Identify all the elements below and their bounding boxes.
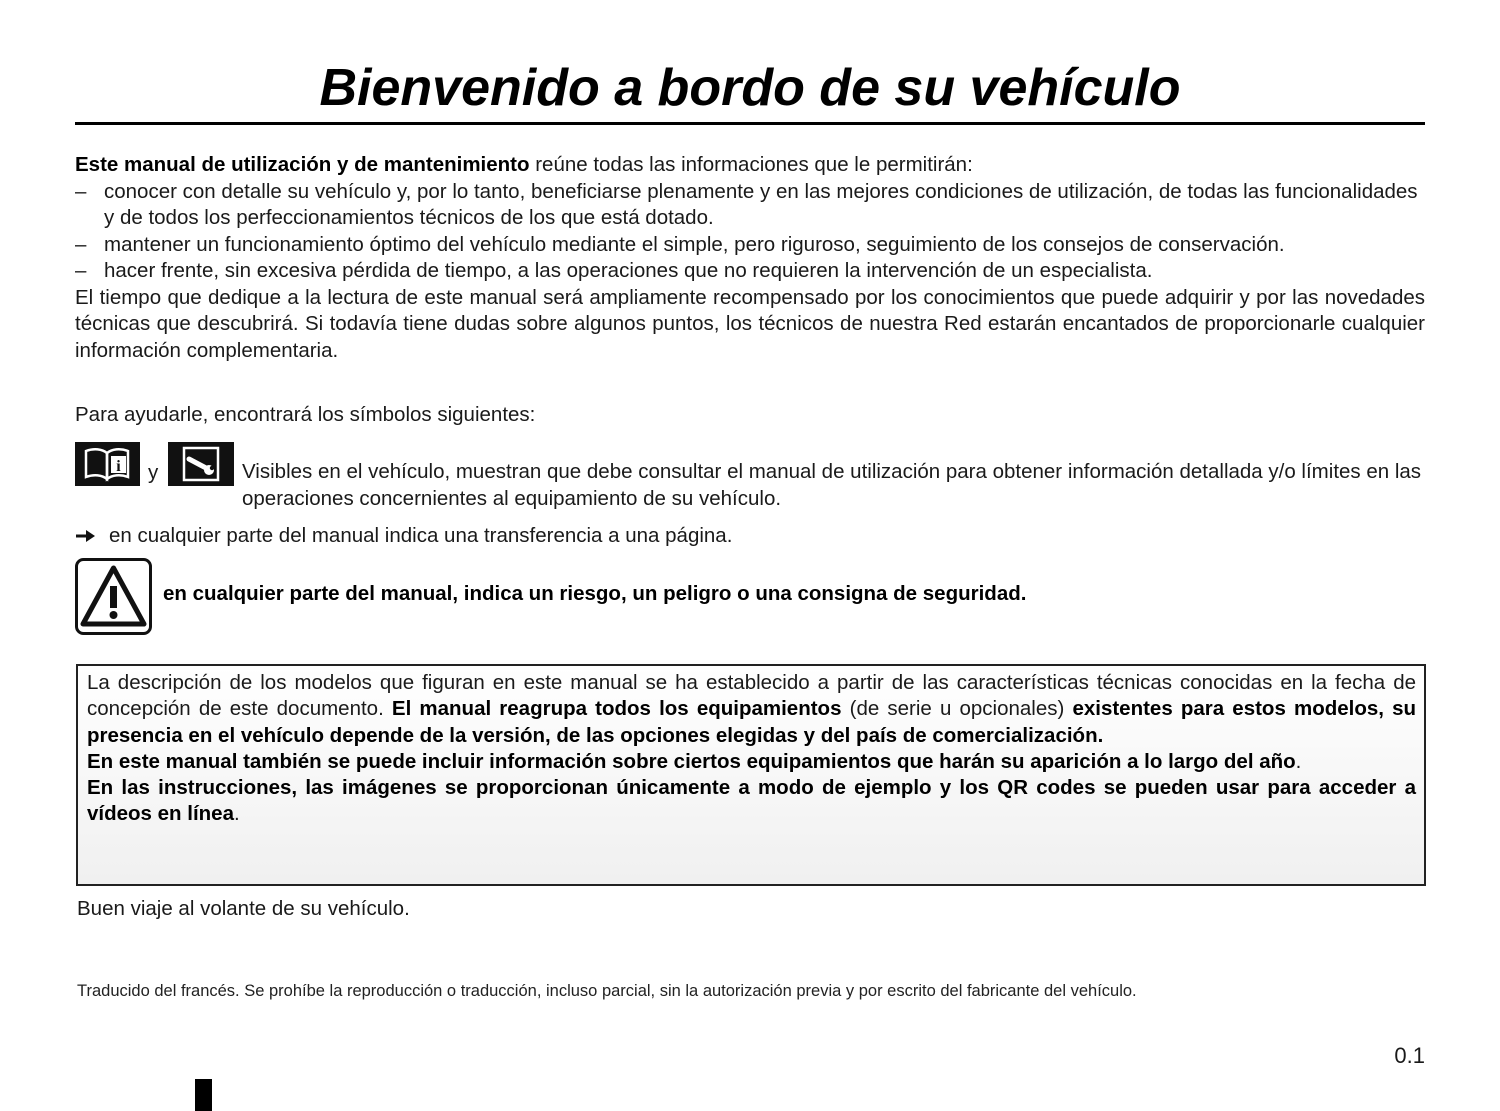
list-item-text: mantener un funcionamiento óptimo del vehículo mediante el simple, pero riguroso, seguimiento de los consejos de conservación.	[104, 232, 1285, 256]
svg-text:i: i	[116, 458, 121, 475]
safety-warning-text: en cualquier parte del manual, indica un riesgo, un peligro o una consigna de seguridad.	[163, 582, 1027, 605]
translation-footnote: Traducido del francés. Se prohíbe la reproducción o traducción, incluso parcial, sin la autorización previa y por escrito del fabricante del vehículo.	[77, 982, 1137, 1000]
notice-bold: El manual reagrupa todos los equipamientos	[391, 697, 842, 721]
intro-section	[75, 152, 1425, 364]
notice-paragraph-3	[87, 775, 1416, 828]
page-edge-tab	[195, 1079, 212, 1111]
book-info-icon	[75, 442, 140, 486]
list-item	[75, 179, 1425, 232]
list-item-text: conocer con detalle su vehículo y, por lo tanto, beneficiarse plenamente y en las mejores condiciones de utilización, de todas las funcionalidades y de todos los perfeccionamientos técnicos de los que está dotado.	[104, 179, 1418, 229]
page-reference-row	[75, 523, 732, 551]
notice-text: (de serie u opcionales)	[841, 697, 1073, 721]
bullet-dash: –	[75, 179, 87, 203]
title-divider	[75, 122, 1425, 125]
symbol-conjunction: y	[148, 461, 159, 484]
manual-symbols-text: Visibles en el vehículo, muestran que debe consultar el manual de utilización para obtener información detallada y/o límites en las operaciones concernientes al equipamiento de su vehículo.	[242, 460, 1422, 510]
symbols-heading: Para ayudarle, encontrará los símbolos siguientes:	[75, 403, 536, 426]
models-notice-box	[76, 664, 1426, 886]
notice-bold: En las instrucciones, las imágenes se proporcionan únicamente a modo de ejemplo y los QR codes se pueden usar para acceder a vídeos en línea	[87, 776, 1416, 826]
manual-symbols-row	[75, 442, 1425, 508]
bullet-dash: –	[75, 232, 87, 256]
intro-lead-bold: Este manual de utilización y de mantenimiento	[75, 153, 530, 176]
warning-triangle-icon	[75, 558, 152, 635]
intro-closing: El tiempo que dedique a la lectura de este manual será ampliamente recompensado por los conocimientos que puede adquirir y por las novedades técnicas que descubrirá. Si todavía tiene dudas sobre algunos puntos, los técnicos de nuestra Red estarán encantados de proporcionarle cualquier información complementaria.	[75, 285, 1425, 362]
page-reference-text: en cualquier parte del manual indica una transferencia a una página.	[109, 524, 733, 547]
safety-warning-row	[75, 558, 1425, 636]
page-title: Bienvenido a bordo de su vehículo	[319, 59, 1181, 117]
notice-paragraph-2	[87, 749, 1416, 775]
list-item-text: hacer frente, sin excesiva pérdida de tiempo, a las operaciones que no requieren la intervención de un especialista.	[104, 259, 1153, 282]
arrow-right-icon	[75, 524, 97, 551]
list-item	[75, 232, 1425, 259]
notice-bold: existentes para estos modelos, su presencia en el vehículo depende de la versión, de las opciones elegidas y del país de comercialización.	[87, 697, 1417, 747]
intro-lead-rest: reúne todas las informaciones que le permitirán:	[529, 153, 973, 176]
bullet-dash: –	[75, 259, 87, 282]
notice-text: .	[1295, 749, 1302, 773]
list-item	[75, 258, 1425, 285]
wrench-icon	[168, 442, 234, 486]
farewell-text: Buen viaje al volante de su vehículo.	[77, 897, 410, 920]
notice-text: .	[233, 802, 240, 826]
notice-bold: En este manual también se puede incluir información sobre ciertos equipamientos que harán su aparición a lo largo del año	[87, 749, 1296, 773]
intro-lead	[75, 152, 1425, 179]
page-number: 0.1	[1394, 1043, 1425, 1068]
notice-paragraph-1	[87, 670, 1416, 749]
notice-text: La descripción de los modelos que figuran en este manual se ha establecido a partir de las características técnicas conocidas en la fecha de concepción de este documento.	[87, 671, 1416, 721]
